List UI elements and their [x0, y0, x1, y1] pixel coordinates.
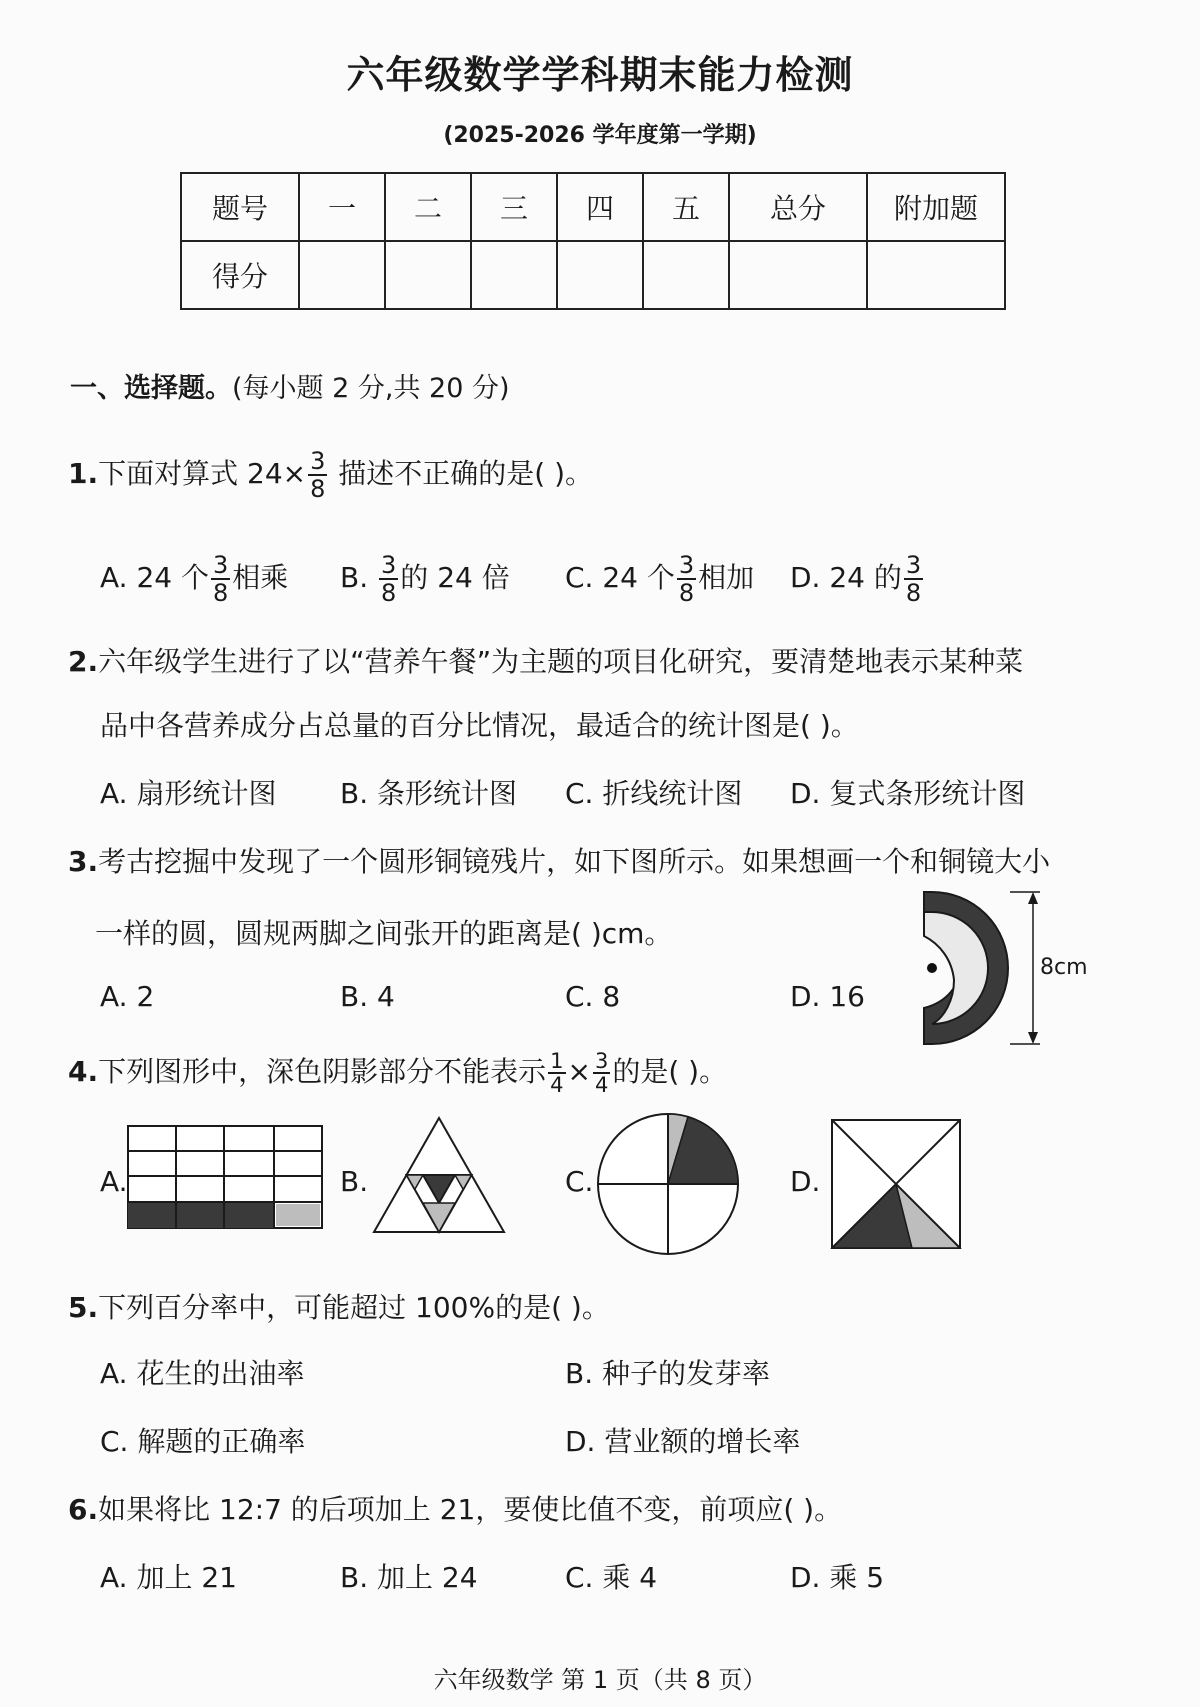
score-table-header-cell: 二: [385, 173, 471, 241]
mirror-fragment-figure: [890, 880, 1090, 1050]
question-text: 描述不正确的是( )。: [329, 457, 594, 490]
question-text: 下列图形中，深色阴影部分不能表示: [98, 1055, 547, 1088]
times-sign: ×: [567, 1055, 591, 1088]
section-title: 一、选择题。: [70, 373, 232, 404]
fraction: [593, 1050, 610, 1096]
question-number: 4.: [68, 1055, 99, 1088]
question-number: 3.: [68, 845, 99, 878]
question-text: 的是( )。: [612, 1055, 728, 1088]
score-table-header-cell: 四: [557, 173, 643, 241]
score-table-score-row: [181, 241, 1005, 309]
fraction: [904, 552, 923, 606]
option-text: D. 24 的: [790, 561, 902, 594]
fraction: [677, 552, 696, 606]
option-a[interactable]: A. 扇形统计图: [100, 777, 277, 810]
score-cell[interactable]: [557, 241, 643, 309]
fraction-numerator: 3: [213, 551, 229, 579]
fraction-denominator: 8: [678, 579, 695, 607]
question-5: [68, 1286, 610, 1326]
fraction-denominator: 4: [594, 1073, 609, 1097]
option-b[interactable]: B. 种子的发芽率: [565, 1357, 771, 1390]
score-table-header-cell: 附加题: [867, 173, 1005, 241]
question-number: 6.: [68, 1493, 99, 1526]
dimension-arrow-down: [1028, 1032, 1038, 1044]
option-d-label[interactable]: D.: [790, 1165, 821, 1198]
fraction-denominator: 8: [310, 475, 326, 503]
score-cell[interactable]: [385, 241, 471, 309]
score-table-header-cell: 三: [471, 173, 557, 241]
score-table: [180, 172, 1006, 310]
mirror-center-dot: [927, 963, 937, 973]
question-text: 六年级学生进行了以“营养午餐”为主题的项目化研究，要清楚地表示某种菜: [98, 645, 1024, 678]
grid-dark-cells: [128, 1202, 274, 1228]
question-number: 1.: [68, 457, 99, 490]
score-table-header-cell: 五: [643, 173, 729, 241]
option-b[interactable]: B. 4: [340, 980, 395, 1013]
fraction-denominator: 8: [381, 579, 397, 607]
option-d[interactable]: D. 16: [790, 980, 865, 1013]
page-footer: 六年级数学 第 1 页（共 8 页）: [433, 1666, 767, 1694]
dimension-arrow-up: [1028, 892, 1038, 904]
option-a-grid-figure[interactable]: [126, 1124, 324, 1230]
fraction-numerator: 3: [678, 551, 695, 579]
option-a[interactable]: [100, 552, 288, 606]
score-table-header-cell: 题号: [181, 173, 299, 241]
fraction-denominator: 8: [213, 579, 229, 607]
option-text: 相乘: [232, 561, 289, 594]
score-table-row-label: 得分: [181, 241, 299, 309]
fraction: [211, 552, 230, 606]
page-subtitle: (2025-2026 学年度第一学期): [443, 123, 757, 148]
option-text: B.: [340, 561, 378, 594]
question-6: [68, 1488, 842, 1528]
option-d[interactable]: D. 乘 5: [790, 1561, 885, 1594]
option-c[interactable]: [565, 552, 754, 606]
question-number: 2.: [68, 645, 99, 678]
score-table-header-cell: 一: [299, 173, 385, 241]
option-c[interactable]: C. 解题的正确率: [100, 1425, 306, 1458]
question-4: [68, 1050, 727, 1096]
option-d[interactable]: [790, 552, 925, 606]
question-number: 5.: [68, 1291, 99, 1324]
score-table-header-cell: 总分: [729, 173, 867, 241]
option-c[interactable]: C. 8: [565, 980, 621, 1013]
question-text: 考古挖掘中发现了一个圆形铜镜残片，如下图所示。如果想画一个和铜镜大小: [98, 845, 1051, 878]
option-a[interactable]: A. 2: [100, 980, 155, 1013]
section-heading: [70, 366, 510, 405]
question-text: 下面对算式 24×: [98, 457, 307, 490]
option-b[interactable]: B. 加上 24: [340, 1561, 478, 1594]
section-note: (每小题 2 分,共 20 分): [232, 373, 510, 404]
question-1: [68, 448, 593, 502]
fraction: [379, 552, 398, 606]
fraction-numerator: 3: [381, 551, 397, 579]
question-text: 下列百分率中，可能超过 100%的是( )。: [98, 1291, 610, 1324]
score-cell[interactable]: [867, 241, 1005, 309]
fraction-numerator: 1: [550, 1049, 564, 1073]
option-a[interactable]: A. 花生的出油率: [100, 1357, 305, 1390]
score-cell[interactable]: [471, 241, 557, 309]
dimension-label: 8cm: [1040, 955, 1088, 980]
fraction-numerator: 3: [594, 1049, 609, 1073]
option-d[interactable]: D. 营业额的增长率: [565, 1425, 801, 1458]
grid-light-cell: [276, 1204, 320, 1226]
fraction-denominator: 8: [905, 579, 922, 607]
option-text: 相加: [698, 561, 755, 594]
option-text: C. 24 个: [565, 561, 675, 594]
option-a[interactable]: A. 加上 21: [100, 1561, 237, 1594]
fraction-numerator: 3: [310, 447, 326, 475]
page-title: 六年级数学学科期末能力检测: [346, 53, 854, 97]
score-table-header-row: [181, 173, 1005, 241]
score-cell[interactable]: [643, 241, 729, 309]
question-2-line-2: 品中各营养成分占总量的百分比情况，最适合的统计图是( )。: [100, 709, 859, 742]
fraction-numerator: 3: [905, 551, 922, 579]
score-cell[interactable]: [299, 241, 385, 309]
question-3: [68, 840, 1050, 880]
fraction: [308, 448, 327, 502]
question-text: 如果将比 12:7 的后项加上 21，要使比值不变，前项应( )。: [98, 1493, 843, 1526]
option-a-label[interactable]: A.: [100, 1165, 128, 1198]
option-c[interactable]: C. 乘 4: [565, 1561, 658, 1594]
option-c-label[interactable]: C.: [565, 1165, 594, 1198]
score-cell[interactable]: [729, 241, 867, 309]
option-d[interactable]: D. 复式条形统计图: [790, 777, 1026, 810]
question-3-line-2: 一样的圆，圆规两脚之间张开的距离是( )cm。: [95, 917, 673, 950]
option-text: A. 24 个: [100, 561, 209, 594]
option-b-triangle-figure[interactable]: [372, 1116, 506, 1234]
fraction-denominator: 4: [550, 1073, 564, 1097]
fraction: [548, 1050, 565, 1096]
option-b[interactable]: B. 条形统计图: [340, 777, 518, 810]
option-b[interactable]: [340, 552, 510, 606]
option-c-circle-figure[interactable]: [596, 1112, 740, 1256]
question-2: [68, 640, 1023, 680]
option-b-label[interactable]: B.: [340, 1165, 369, 1198]
option-d-square-figure[interactable]: [830, 1118, 962, 1250]
option-text: 的 24 倍: [400, 561, 510, 594]
option-c[interactable]: C. 折线统计图: [565, 777, 743, 810]
